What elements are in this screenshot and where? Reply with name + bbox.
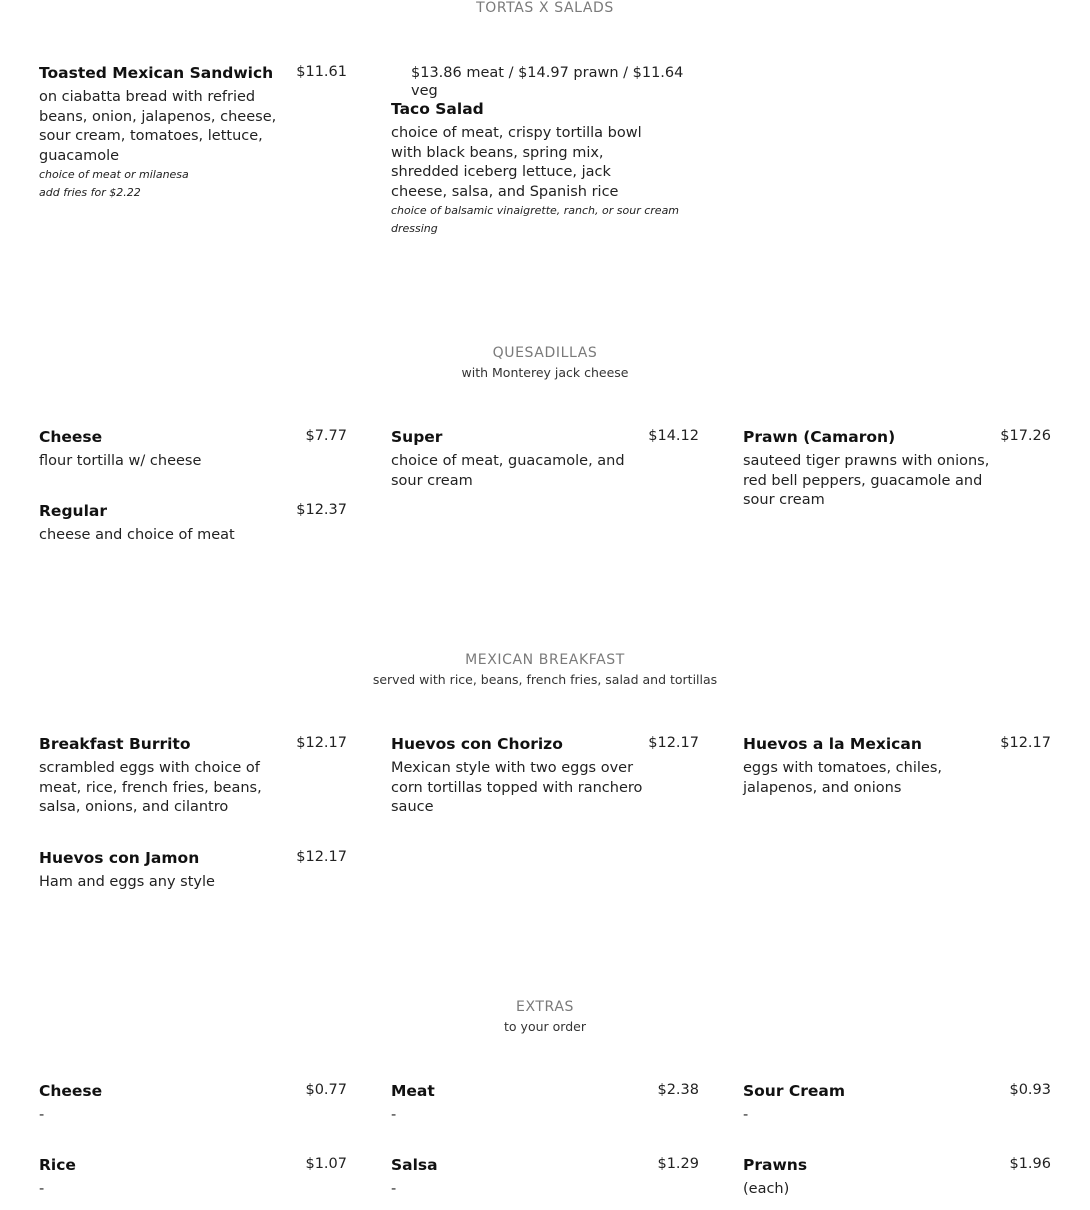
item-price: $12.17 (648, 735, 699, 751)
item-description: cheese and choice of meat (39, 527, 235, 543)
item-price: $12.17 (1000, 735, 1051, 751)
item-name: Sour Cream (743, 1082, 846, 1100)
item-price: $0.93 (1009, 1082, 1051, 1098)
menu-item-quesadilla-super (391, 428, 699, 508)
item-price: $1.96 (1009, 1156, 1051, 1172)
menu-item-extra-cheese (39, 1082, 347, 1132)
item-description: choice of meat, guacamole, and sour cream (391, 453, 625, 489)
item-name: Huevos con Jamon (39, 849, 200, 867)
menu-item-huevos-a-la-mexican (743, 735, 1051, 805)
item-name: Regular (39, 502, 107, 520)
item-note: choice of meat or milanesa (39, 168, 189, 181)
item-name: Prawns (743, 1156, 808, 1174)
item-price: $0.77 (305, 1082, 347, 1098)
item-name: Rice (39, 1156, 76, 1174)
item-name: Breakfast Burrito (39, 735, 191, 753)
section-subtitle-quesadillas: with Monterey jack cheese (461, 365, 629, 380)
item-description: flour tortilla w/ cheese (39, 453, 202, 469)
item-name: Taco Salad (391, 100, 484, 118)
item-price: $11.61 (296, 64, 347, 80)
item-price: $12.17 (296, 849, 347, 865)
item-name: Huevos con Chorizo (391, 735, 563, 753)
item-name: Meat (391, 1082, 435, 1100)
item-name: Huevos a la Mexican (743, 735, 922, 753)
item-name: Super (391, 428, 443, 446)
menu-item-extra-rice (39, 1156, 347, 1206)
item-price: $12.37 (296, 502, 347, 518)
item-description: (each) (743, 1181, 790, 1197)
item-description: on ciabatta bread with refried beans, onion, jalapenos, cheese, sour cream, tomatoes, lettuce, guacamole (39, 89, 277, 164)
menu-item-extra-sour-cream (743, 1082, 1051, 1132)
item-description: scrambled eggs with choice of meat, rice, french fries, beans, salsa, onions, and cilantro (39, 760, 262, 816)
item-name: Salsa (391, 1156, 438, 1174)
item-price: $14.12 (648, 428, 699, 444)
item-price: $2.38 (657, 1082, 699, 1098)
item-price-options: $13.86 meat / $14.97 prawn / $11.64 veg (411, 65, 684, 99)
menu-item-quesadilla-regular (39, 502, 347, 562)
section-title-quesadillas: QUESADILLAS (492, 345, 598, 361)
menu-item-huevos-con-jamon (39, 849, 347, 909)
menu-item-extra-meat (391, 1082, 699, 1132)
menu-item-quesadilla-prawn (743, 428, 1051, 518)
item-price: $1.29 (657, 1156, 699, 1172)
item-description: eggs with tomatoes, chiles, jalapenos, and onions (743, 760, 942, 796)
menu-item-breakfast-burrito (39, 735, 347, 825)
item-description: - (743, 1107, 749, 1123)
menu-item-taco-salad (391, 64, 699, 244)
section-title-extras: EXTRAS (516, 999, 574, 1015)
item-name: Toasted Mexican Sandwich (39, 64, 274, 82)
item-note: add fries for $2.22 (39, 186, 141, 199)
item-description: Mexican style with two eggs over corn tortillas topped with ranchero sauce (391, 760, 643, 816)
item-description: choice of meat, crispy tortilla bowl with black beans, spring mix, shredded iceberg lettuce, jack cheese, salsa, and Spanish rice (391, 125, 642, 200)
item-price: $17.26 (1000, 428, 1051, 444)
section-title-mexican-breakfast: MEXICAN BREAKFAST (465, 652, 625, 668)
menu-item-quesadilla-cheese (39, 428, 347, 488)
section-subtitle-mexican-breakfast: served with rice, beans, french fries, salad and tortillas (372, 672, 718, 687)
section-title-tortas-salads: TORTAS X SALADS (476, 0, 614, 16)
menu-item-toasted-mexican-sandwich (39, 64, 347, 204)
item-price: $7.77 (305, 428, 347, 444)
menu-item-extra-prawns (743, 1156, 1051, 1206)
item-description: - (39, 1181, 45, 1197)
item-description: - (391, 1107, 397, 1123)
item-note: choice of balsamic vinaigrette, ranch, or sour cream dressing (391, 204, 680, 235)
item-description: sauteed tiger prawns with onions, red bell peppers, guacamole and sour cream (743, 453, 990, 509)
item-description: - (391, 1181, 397, 1197)
item-price: $1.07 (305, 1156, 347, 1172)
menu-item-huevos-con-chorizo (391, 735, 699, 825)
item-name: Cheese (39, 1082, 103, 1100)
item-name: Prawn (Camaron) (743, 428, 896, 446)
menu-item-extra-salsa (391, 1156, 699, 1206)
item-price: $12.17 (296, 735, 347, 751)
section-subtitle-extras: to your order (504, 1019, 586, 1034)
item-description: Ham and eggs any style (39, 874, 215, 890)
item-description: - (39, 1107, 45, 1123)
item-name: Cheese (39, 428, 103, 446)
